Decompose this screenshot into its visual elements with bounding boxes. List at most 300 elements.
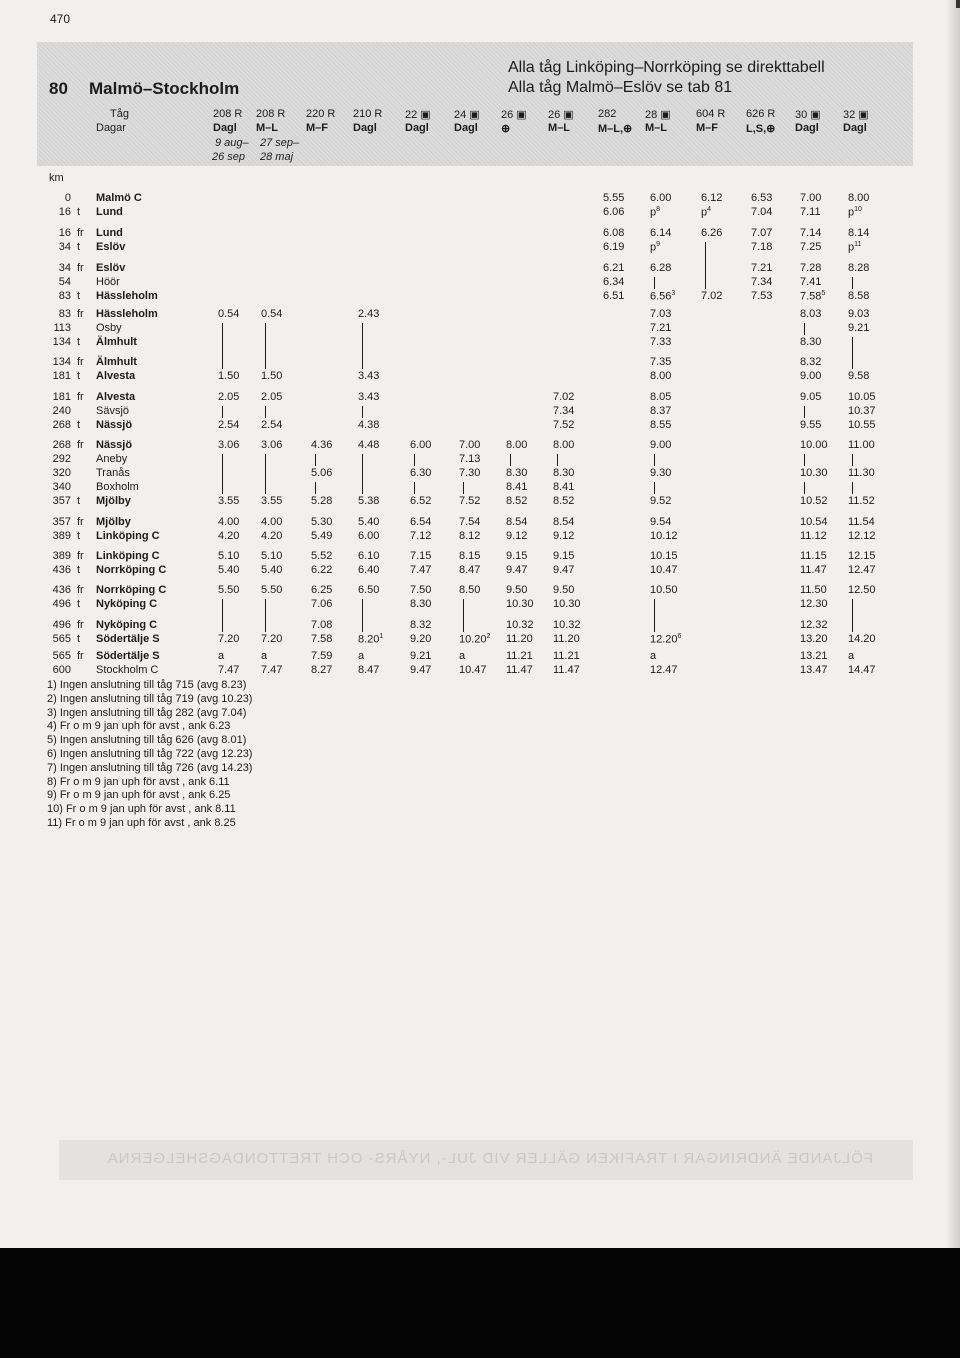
time-cell: 3.06: [261, 439, 283, 451]
time-cell: 7.58$^5$: [800, 290, 826, 303]
arrival-departure-mark: t: [77, 495, 81, 507]
time-cell: 11.20: [553, 633, 580, 645]
time-cell: 11.20: [506, 633, 533, 645]
train-days-5: Dagl: [454, 122, 478, 134]
time-cell: 8.54: [506, 516, 528, 528]
footnote-3: 3) Ingen anslutning till tåg 282 (avg 7.04): [47, 706, 247, 719]
time-cell: 6.19: [603, 241, 625, 253]
time-cell: 10.47: [650, 564, 678, 576]
arrival-departure-mark: t: [77, 530, 81, 542]
km-value: 34: [58, 262, 71, 274]
time-cell: 7.52: [459, 495, 481, 507]
km-value: 565: [52, 633, 71, 645]
time-cell: 4.36: [311, 439, 333, 451]
time-cell: 5.30: [311, 516, 333, 528]
pass-through-line: [804, 482, 805, 494]
time-cell: 11.52: [848, 495, 875, 507]
time-cell: 10.15: [650, 550, 678, 562]
train-number-6: 26 ▣: [501, 109, 527, 121]
km-value: 134: [52, 336, 71, 348]
time-cell: 11.47: [553, 664, 580, 676]
bleed-through-banner: [59, 1140, 913, 1180]
time-cell: 8.54: [553, 516, 575, 528]
time-cell: 0.54: [218, 308, 240, 320]
train-number-5: 24 ▣: [454, 109, 480, 121]
station-name: Norrköping C: [96, 564, 167, 576]
km-value: 496: [52, 619, 71, 631]
time-cell: 1.50: [218, 370, 240, 382]
train-days-4: Dagl: [405, 122, 429, 134]
time-cell: 8.47: [358, 664, 380, 676]
arrival-departure-mark: t: [77, 370, 81, 382]
time-cell: $p^{10}$: [848, 206, 862, 219]
time-cell: 9.30: [650, 467, 672, 479]
train-days-11: L,S,⊕: [746, 123, 776, 135]
time-cell: 7.47: [261, 664, 283, 676]
time-cell: 5.06: [311, 467, 333, 479]
station-name: Nässjö: [96, 439, 133, 451]
time-cell: 8.47: [459, 564, 481, 576]
time-cell: 10.05: [848, 391, 876, 403]
arrival-departure-mark: t: [77, 598, 81, 610]
time-cell: 3.43: [358, 391, 380, 403]
page-number: 470: [50, 12, 71, 26]
train-number-8: 282: [598, 108, 617, 120]
time-cell: 11.47: [506, 664, 533, 676]
station-name: Lund: [96, 206, 123, 218]
time-cell: 8.12: [459, 530, 481, 542]
arrival-departure-mark: fr: [77, 262, 84, 274]
time-cell: 10.32: [506, 619, 534, 631]
arrival-departure-mark: fr: [77, 308, 84, 320]
time-cell: 10.00: [800, 439, 828, 451]
km-value: 16: [58, 206, 71, 218]
station-name: Södertälje S: [96, 633, 160, 645]
time-cell: 7.53: [751, 290, 773, 302]
time-cell: 12.32: [800, 619, 828, 631]
station-name: Aneby: [96, 453, 128, 465]
pass-through-line: [852, 454, 853, 466]
time-cell: 11.15: [800, 550, 827, 562]
station-name: Höör: [96, 276, 120, 288]
time-cell: 8.00: [506, 439, 528, 451]
time-cell: 6.28: [650, 262, 672, 274]
station-name: Nyköping C: [96, 598, 158, 610]
time-cell: 7.41: [800, 276, 822, 288]
scan-right-shadow: [946, 0, 960, 1248]
time-cell: 4.20: [218, 530, 240, 542]
time-cell: 3.55: [218, 495, 240, 507]
time-cell: a: [358, 650, 365, 662]
time-cell: 5.50: [218, 584, 240, 596]
station-name: Linköping C: [96, 530, 160, 542]
train-days-0: Dagl: [213, 122, 237, 134]
time-cell: 6.12: [701, 192, 723, 204]
time-cell: 8.58: [848, 290, 870, 302]
arrival-departure-mark: fr: [77, 439, 84, 451]
footnote-8: 8) Fr o m 9 jan uph för avst , ank 6.11: [47, 775, 230, 788]
arrival-departure-mark: fr: [77, 391, 84, 403]
time-cell: 8.05: [650, 391, 672, 403]
station-name: Stockholm C: [96, 664, 159, 676]
station-name: Södertälje S: [96, 650, 160, 662]
pass-through-line: [654, 482, 655, 494]
time-cell: 7.07: [751, 227, 773, 239]
time-cell: 9.47: [553, 564, 575, 576]
time-cell: 8.50: [459, 584, 481, 596]
time-cell: 5.10: [218, 550, 240, 562]
time-cell: 10.54: [800, 516, 828, 528]
footnote-2: 2) Ingen anslutning till tåg 719 (avg 10.23): [47, 692, 253, 705]
time-cell: 8.03: [800, 308, 822, 320]
time-cell: 11.47: [800, 564, 827, 576]
pass-through-line: [362, 406, 363, 418]
date-to-1: 26 sep: [212, 151, 246, 163]
time-cell: 10.55: [848, 419, 876, 431]
pass-through-line: [852, 599, 853, 632]
pass-through-line: [414, 454, 415, 466]
station-name: Mjölby: [96, 516, 131, 528]
train-days-7: M–L: [548, 122, 570, 134]
time-cell: 1.50: [261, 370, 283, 382]
station-name: Linköping C: [96, 550, 160, 562]
km-value: 181: [52, 370, 71, 382]
time-cell: 5.38: [358, 495, 380, 507]
time-cell: 12.15: [848, 550, 876, 562]
time-cell: 7.18: [751, 241, 773, 253]
km-value: 389: [52, 530, 71, 542]
time-cell: 6.22: [311, 564, 333, 576]
train-number-11: 626 R: [746, 108, 776, 120]
time-cell: 0.54: [261, 308, 283, 320]
time-cell: 7.34: [553, 405, 575, 417]
footnote-5: 5) Ingen anslutning till tåg 626 (avg 8.01): [47, 734, 247, 747]
time-cell: 7.52: [553, 419, 575, 431]
train-days-3: Dagl: [353, 122, 377, 134]
time-cell: 8.41: [553, 481, 575, 493]
station-name: Hässleholm: [96, 308, 158, 320]
time-cell: 7.04: [751, 206, 773, 218]
time-cell: 12.47: [848, 564, 876, 576]
time-cell: 4.00: [261, 516, 283, 528]
time-cell: 5.40: [261, 564, 283, 576]
pass-through-line: [852, 277, 853, 289]
footnote-7: 7) Ingen anslutning till tåg 726 (avg 14.23): [47, 761, 253, 774]
time-cell: 5.55: [603, 192, 625, 204]
km-value: 600: [52, 664, 71, 676]
time-cell: 7.14: [800, 227, 822, 239]
pass-through-line: [654, 277, 655, 289]
time-cell: 7.58: [311, 633, 333, 645]
time-cell: 3.43: [358, 370, 380, 382]
km-value: 83: [58, 290, 71, 302]
time-cell: 2.43: [358, 308, 380, 320]
arrival-departure-mark: fr: [77, 584, 84, 596]
km-value: 0: [64, 192, 71, 204]
km-value: 268: [52, 439, 71, 451]
time-cell: 8.27: [311, 664, 333, 676]
time-cell: 14.20: [848, 633, 876, 645]
time-cell: 7.54: [459, 516, 481, 528]
time-cell: 11.00: [848, 439, 875, 451]
scan-bottom-edge: [0, 1248, 960, 1358]
pass-through-line: [315, 482, 316, 494]
time-cell: 10.52: [800, 495, 828, 507]
pass-through-line: [315, 454, 316, 466]
km-value: 54: [58, 276, 71, 288]
time-cell: 9.54: [650, 516, 672, 528]
time-cell: 7.03: [650, 308, 672, 320]
time-cell: 7.21: [650, 322, 672, 334]
bleed-through-text: FÖLJANDE ÄNDRINGAR I TRAFIKEN GÄLLER VID JUL-, NYÅRS- OCH TRETTONDAGSHELGERNA: [106, 1150, 873, 1167]
time-cell: 6.34: [603, 276, 625, 288]
time-cell: 6.53: [751, 192, 773, 204]
pass-through-line: [222, 599, 223, 632]
pass-through-line: [265, 323, 266, 369]
time-cell: 7.30: [459, 467, 481, 479]
time-cell: 11.21: [553, 650, 580, 662]
time-cell: 8.52: [553, 495, 575, 507]
pass-through-line: [265, 406, 266, 418]
time-cell: 9.47: [506, 564, 528, 576]
time-cell: 12.20$^6$: [650, 633, 682, 646]
station-name: Sävsjö: [96, 405, 130, 417]
time-cell: 7.34: [751, 276, 773, 288]
time-cell: 8.30: [553, 467, 575, 479]
time-cell: 12.50: [848, 584, 876, 596]
pass-through-line: [654, 454, 655, 466]
time-cell: 9.21: [848, 322, 870, 334]
footnote-6: 6) Ingen anslutning till tåg 722 (avg 12.23): [47, 747, 253, 760]
km-value: 134: [52, 356, 71, 368]
time-cell: 7.08: [311, 619, 333, 631]
time-cell: a: [459, 650, 466, 662]
time-cell: 13.47: [800, 664, 828, 676]
train-days-9: M–L: [645, 122, 667, 134]
station-name: Malmö C: [96, 192, 142, 204]
arrival-departure-mark: fr: [77, 227, 84, 239]
time-cell: 7.50: [410, 584, 432, 596]
km-value: 320: [52, 467, 71, 479]
scan-corner-mark: [956, 0, 960, 8]
time-cell: 14.47: [848, 664, 876, 676]
time-cell: 11.54: [848, 516, 875, 528]
pass-through-line: [362, 454, 363, 494]
time-cell: $p^9$: [650, 241, 661, 254]
train-days-2: M–F: [306, 122, 328, 134]
time-cell: 7.47: [218, 664, 240, 676]
footnote-10: 10) Fr o m 9 jan uph för avst , ank 8.11: [47, 803, 236, 816]
route-number: 80: [49, 79, 68, 98]
time-cell: 6.00: [410, 439, 432, 451]
station-name: Nässjö: [96, 419, 133, 431]
time-cell: 7.02: [553, 391, 575, 403]
footnotes: [47, 679, 252, 831]
time-cell: 9.15: [506, 550, 528, 562]
station-name: Mjölby: [96, 495, 131, 507]
time-cell: 7.33: [650, 336, 672, 348]
station-name: Osby: [96, 322, 122, 334]
time-cell: 10.12: [650, 530, 678, 542]
arrival-departure-mark: t: [77, 336, 81, 348]
time-cell: 9.50: [553, 584, 575, 596]
time-cell: 10.32: [553, 619, 581, 631]
km-column-title: km: [49, 172, 64, 184]
time-cell: 8.55: [650, 419, 672, 431]
pass-through-line: [222, 406, 223, 418]
time-cell: 6.14: [650, 227, 672, 239]
arrival-departure-mark: t: [77, 564, 81, 576]
pass-through-line: [222, 454, 223, 494]
arrival-departure-mark: fr: [77, 550, 84, 562]
time-cell: 5.50: [261, 584, 283, 596]
time-cell: 2.54: [261, 419, 283, 431]
time-cell: 12.47: [650, 664, 678, 676]
pass-through-line: [362, 599, 363, 632]
time-cell: 8.30: [506, 467, 528, 479]
arrival-departure-mark: t: [77, 241, 81, 253]
pass-through-line: [852, 482, 853, 494]
time-cell: 10.30: [800, 467, 828, 479]
station-name: Eslöv: [96, 262, 126, 274]
time-cell: 9.05: [800, 391, 822, 403]
time-cell: 6.26: [701, 227, 723, 239]
time-cell: 7.15: [410, 550, 432, 562]
train-number-9: 28 ▣: [645, 109, 671, 121]
time-cell: 7.12: [410, 530, 432, 542]
footnote-9: 9) Fr o m 9 jan uph för avst , ank 6.25: [47, 789, 231, 802]
time-cell: 8.30: [800, 336, 822, 348]
time-cell: 7.00: [800, 192, 822, 204]
arrival-departure-mark: t: [77, 419, 81, 431]
time-cell: 7.02: [701, 290, 723, 302]
time-cell: 10.37: [848, 405, 876, 417]
time-cell: 2.54: [218, 419, 240, 431]
time-cell: 6.54: [410, 516, 432, 528]
time-cell: 5.28: [311, 495, 333, 507]
time-cell: $p^{11}$: [848, 241, 862, 254]
time-cell: 6.50: [358, 584, 380, 596]
arrival-departure-mark: fr: [77, 650, 84, 662]
time-cell: 9.55: [800, 419, 822, 431]
station-name: Eslöv: [96, 241, 126, 253]
pass-through-line: [414, 482, 415, 494]
arrival-departure-mark: fr: [77, 356, 84, 368]
train-number-3: 210 R: [353, 108, 383, 120]
km-value: 436: [52, 584, 71, 596]
train-days-10: M–F: [696, 122, 718, 134]
train-number-12: 30 ▣: [795, 109, 821, 121]
date-to-2: 28 maj: [260, 151, 294, 163]
train-days-6: ⊕: [501, 123, 511, 135]
time-cell: 11.50: [800, 584, 827, 596]
station-name: Älmhult: [96, 336, 137, 348]
train-number-10: 604 R: [696, 108, 726, 120]
time-cell: $p^4$: [701, 206, 712, 219]
station-name: Lund: [96, 227, 123, 239]
time-cell: 7.20: [261, 633, 283, 645]
train-days-1: M–L: [256, 122, 278, 134]
station-name: Norrköping C: [96, 584, 167, 596]
date-from-1: 9 aug–: [215, 137, 249, 149]
pass-through-line: [654, 599, 655, 632]
train-number-4: 22 ▣: [405, 109, 431, 121]
time-cell: 6.08: [603, 227, 625, 239]
time-cell: 9.15: [553, 550, 575, 562]
km-value: 357: [52, 516, 71, 528]
time-cell: 8.20$^1$: [358, 633, 384, 646]
note-table-81: Alla tåg Malmö–Eslöv se tab 81: [508, 79, 733, 96]
time-cell: 7.06: [311, 598, 333, 610]
pass-through-line: [463, 599, 464, 632]
time-cell: 6.00: [650, 192, 672, 204]
tag-label: Tåg: [110, 108, 129, 120]
time-cell: 7.21: [751, 262, 773, 274]
time-cell: 9.58: [848, 370, 870, 382]
time-cell: 9.00: [650, 439, 672, 451]
km-value: 83: [58, 308, 71, 320]
route-name: Malmö–Stockholm: [89, 79, 240, 98]
time-cell: 4.00: [218, 516, 240, 528]
time-cell: 9.50: [506, 584, 528, 596]
time-cell: 8.15: [459, 550, 481, 562]
time-cell: 6.52: [410, 495, 432, 507]
time-cell: a: [650, 650, 657, 662]
time-cell: 7.47: [410, 564, 432, 576]
pass-through-line: [265, 599, 266, 632]
pass-through-line: [557, 454, 558, 466]
train-days-13: Dagl: [843, 122, 867, 134]
train-days-8: M–L,⊕: [598, 123, 633, 135]
time-cell: 5.10: [261, 550, 283, 562]
km-value: 16: [58, 227, 71, 239]
arrival-departure-mark: t: [77, 633, 81, 645]
time-cell: 11.12: [800, 530, 827, 542]
time-cell: 12.12: [848, 530, 876, 542]
pass-through-line: [510, 454, 511, 466]
km-value: 268: [52, 419, 71, 431]
time-cell: 10.47: [459, 664, 487, 676]
time-cell: 6.21: [603, 262, 625, 274]
time-cell: 10.20$^2$: [459, 633, 491, 646]
time-cell: 6.10: [358, 550, 380, 562]
time-cell: 5.40: [218, 564, 240, 576]
km-value: 565: [52, 650, 71, 662]
time-cell: 13.20: [800, 633, 828, 645]
time-cell: 9.03: [848, 308, 870, 320]
time-cell: 7.59: [311, 650, 333, 662]
train-days-12: Dagl: [795, 122, 819, 134]
time-cell: 6.00: [358, 530, 380, 542]
time-cell: 8.37: [650, 405, 672, 417]
km-value: 357: [52, 495, 71, 507]
time-cell: $p^8$: [650, 206, 661, 219]
time-cell: 11.30: [848, 467, 875, 479]
time-cell: 7.11: [800, 206, 821, 218]
time-cell: 10.30: [553, 598, 581, 610]
footnote-11: 11) Fr o m 9 jan uph för avst , ank 8.25: [47, 816, 236, 829]
km-value: 292: [52, 453, 71, 465]
time-cell: 7.28: [800, 262, 822, 274]
time-cell: 13.21: [800, 650, 828, 662]
station-name: Boxholm: [96, 481, 139, 493]
time-cell: a: [218, 650, 225, 662]
pass-through-line: [265, 454, 266, 494]
time-cell: 12.30: [800, 598, 828, 610]
km-value: 436: [52, 564, 71, 576]
time-cell: 6.56$^3$: [650, 290, 676, 303]
time-cell: 7.25: [800, 241, 822, 253]
